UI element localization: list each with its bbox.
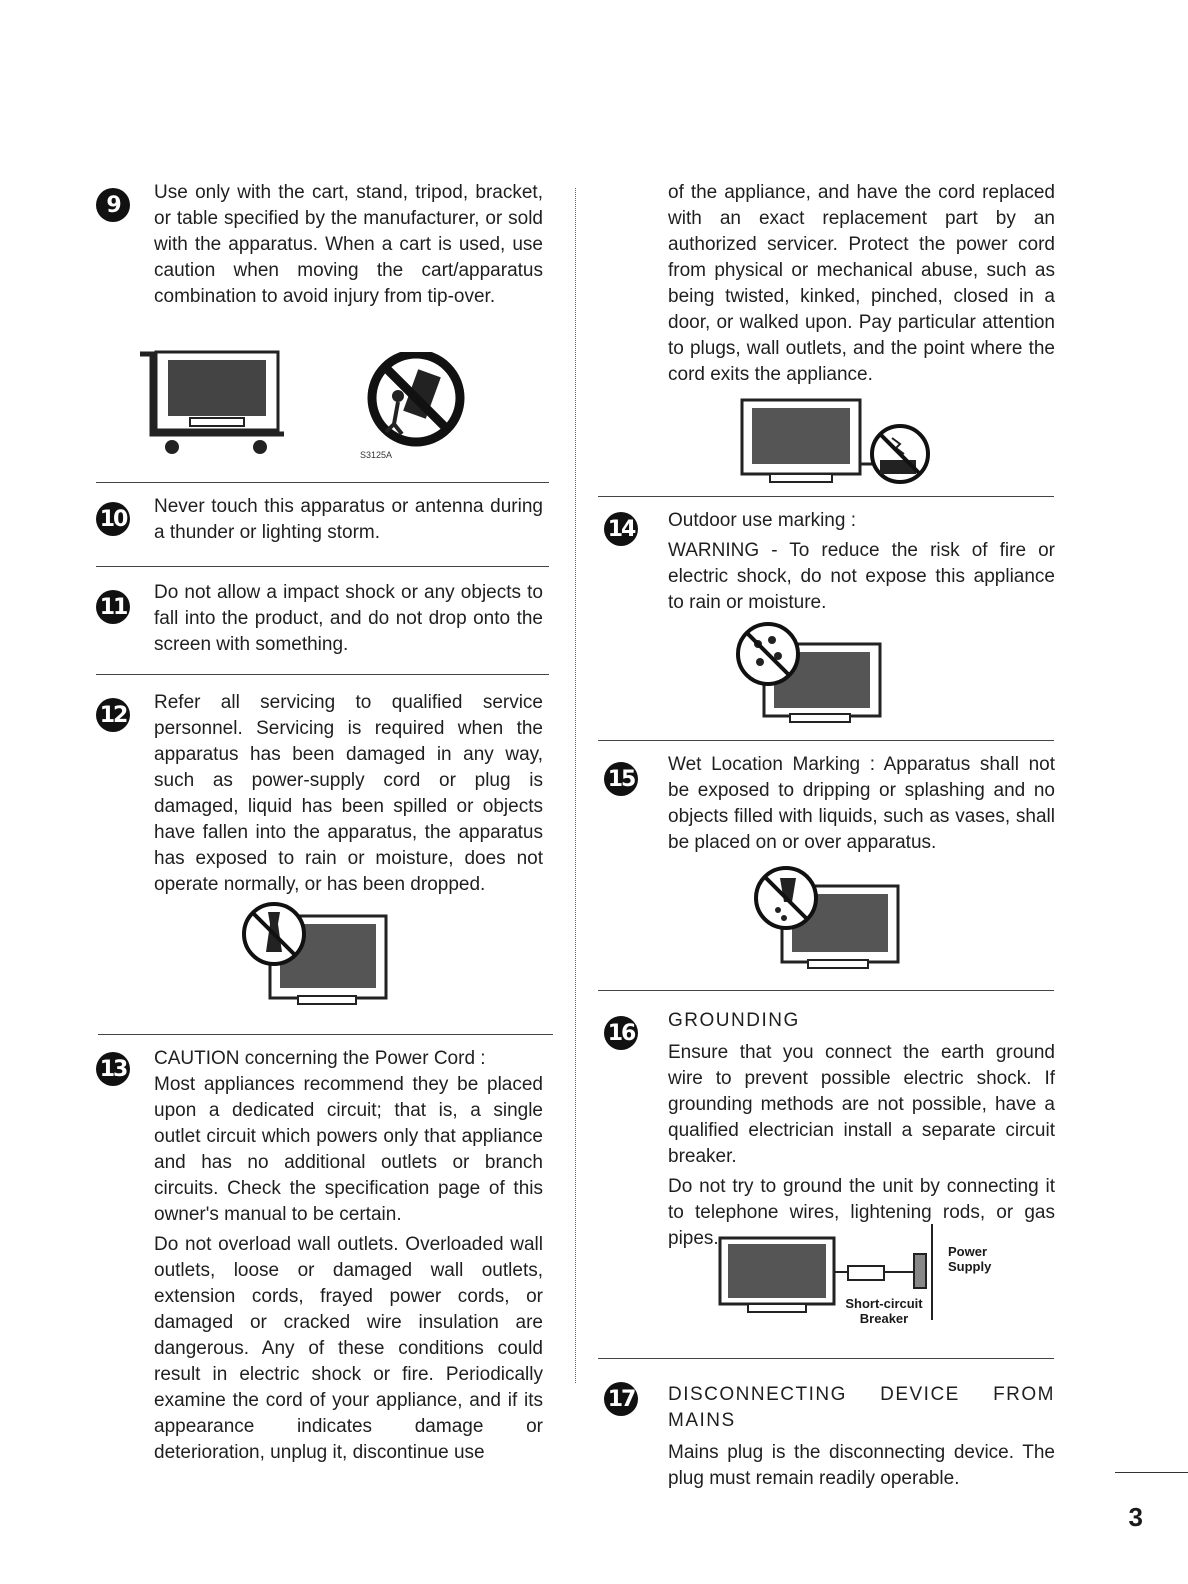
divider-line: [598, 990, 1054, 991]
item-9-text: [154, 180, 543, 314]
item-16-heading: GROUNDING: [668, 1010, 800, 1031]
power-cord-tv-illustration: [740, 398, 932, 490]
divider-line: [96, 482, 549, 483]
item-14-text: [668, 508, 1055, 620]
item-12-number-badge: 12: [96, 698, 130, 732]
breaker-label: [844, 1296, 924, 1326]
item-10-number-badge: 10: [96, 502, 130, 536]
cart-tv-illustration: [138, 346, 288, 458]
divider-line: [96, 674, 549, 675]
divider-line: [598, 496, 1054, 497]
item-10-paragraph: Never touch this apparatus or antenna during a thunder or lighting storm.: [154, 496, 543, 543]
item-11-number-badge: 11: [96, 590, 130, 624]
item-17-paragraph: Mains plug is the disconnecting device. The plug must remain readily operable.: [668, 1442, 1055, 1489]
item-13-paragraph-2: Do not overload wall outlets. Overloaded wall outlets, loose or damaged wall outlets, extension cords, frayed power cords, or damaged or cracked wire insulation are dangerous. Any of these conditions could result in electric shock or fire. Periodically examine the cord of your appliance, and if its appearance indicates damage or deterioration, unplug it, discontinue use: [154, 1234, 543, 1463]
page-number: 3: [1128, 1502, 1143, 1532]
item-14-paragraph: WARNING - To reduce the risk of fire or electric shock, do not expose this appliance to rain or moisture.: [668, 540, 1055, 613]
cart-tipover-warning-icon: [366, 352, 466, 454]
item-12-text: [154, 690, 543, 902]
item-9-paragraph: Use only with the cart, stand, tripod, bracket, or table specified by the manufacturer, or sold with the apparatus. When a cart is used, use caution when moving the cart/apparatus combination to avoid injury from tip-over.: [154, 182, 543, 307]
divider-line: [598, 740, 1054, 741]
item-12-paragraph: Refer all servicing to qualified service personnel. Servicing is required when the apparatus has been damaged in any way, such as power-supply cord or plug is damaged, liquid has been spilled or objects have fallen into the apparatus, the apparatus has exposed to rain or moisture, does not operate normally, or has been dropped.: [154, 692, 543, 895]
item-11-paragraph: Do not allow a impact shock or any objects to fall into the product, and do not drop onto the screen with something.: [154, 582, 543, 655]
label-supply: Supply: [948, 1259, 992, 1274]
page-number-rule: [1115, 1472, 1188, 1473]
item-17-text: [668, 1382, 1055, 1496]
item-16-paragraph-2: Do not try to ground the unit by connecting it to telephone wires, lightening rods, or gas pipes.: [668, 1176, 1055, 1249]
label-short-circuit: Short-circuit: [845, 1296, 923, 1311]
rain-warning-tv-illustration: [736, 622, 884, 726]
item-17-number-badge: 17: [604, 1382, 638, 1416]
label-breaker: Breaker: [859, 1311, 909, 1326]
no-servicing-tv-illustration: [242, 902, 392, 1010]
label-power: Power: [948, 1244, 988, 1259]
item-15-paragraph: Wet Location Marking : Apparatus shall not be exposed to dripping or splashing and no objects filled with liquids, such as vases, shall be placed on or over apparatus.: [668, 754, 1055, 853]
item-15-text: [668, 752, 1055, 860]
item-15-number-badge: 15: [604, 762, 638, 796]
item-16-text: [668, 1008, 1055, 1256]
item-14-number-badge: 14: [604, 512, 638, 546]
liquid-warning-tv-illustration: [754, 866, 904, 974]
item-13-continuation: [668, 180, 1055, 392]
power-supply-label: [948, 1244, 991, 1274]
divider-line: [598, 1358, 1054, 1359]
item-13-text: [154, 1046, 543, 1470]
item-16-paragraph-1: Ensure that you connect the earth ground wire to prevent possible electric shock. If grounding methods are not possible, have a qualified electrician install a separate circuit breaker.: [668, 1042, 1055, 1167]
item-14-title: Outdoor use marking :: [668, 510, 856, 531]
item-13-continuation-paragraph: of the appliance, and have the cord replaced with an exact replacement part by an authorized servicer. Protect the power cord from physical or mechanical abuse, such as being twisted, kinked, pinched, closed in a door, or walked upon. Pay particular attention to plugs, wall outlets, and the point where the cord exits the appliance.: [668, 182, 1055, 385]
figure-code-label: S3125A: [360, 450, 393, 460]
item-16-number-badge: 16: [604, 1016, 638, 1050]
item-17-heading: DISCONNECTING DEVICE FROM MAINS: [668, 1384, 1055, 1431]
divider-line: [98, 1034, 553, 1035]
item-11-text: [154, 580, 543, 662]
column-divider: [575, 188, 576, 1383]
item-13-title: CAUTION concerning the Power Cord :: [154, 1048, 486, 1069]
item-13-paragraph-1: Most appliances recommend they be placed upon a dedicated circuit; that is, a single outlet circuit which powers only that appliance and has no additional outlets or branch circuits. Check the specification page of this owner's manual to be certain.: [154, 1074, 543, 1225]
divider-line: [96, 566, 549, 567]
item-10-text: [154, 494, 543, 550]
item-13-number-badge: 13: [96, 1052, 130, 1086]
item-9-number-badge: 9: [96, 188, 130, 222]
